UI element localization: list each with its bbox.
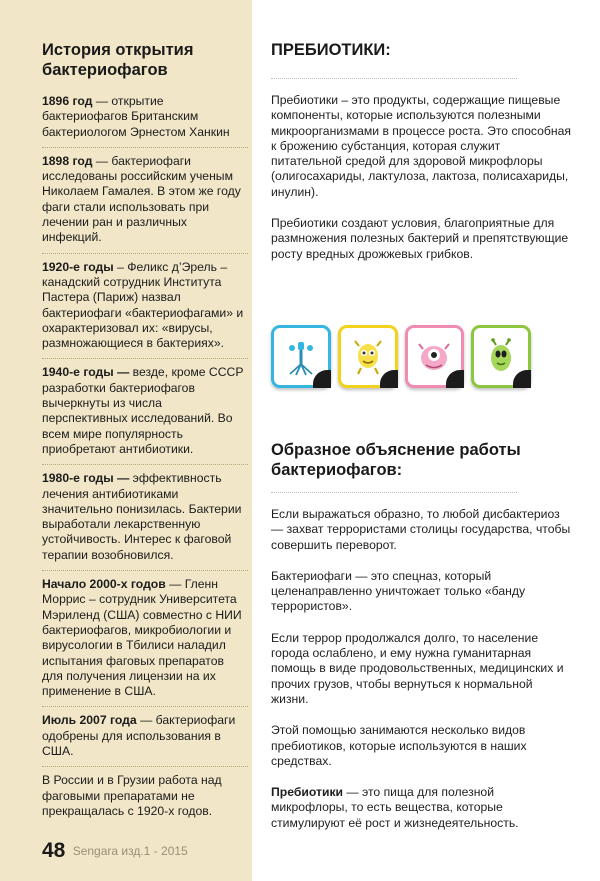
history-entry-russia-georgia: В России и в Грузии работа над фаговыми препаратами не прекращалась с 1920-х годов.	[42, 773, 222, 818]
history-entry-1940s: 1940-е годы — везде, кроме СССР разработки бактериофагов вычеркнуты из числа перспективных исследований. Во всем мире популярность приобретают антибиотики.	[42, 365, 244, 456]
microbe-yellow-icon	[338, 325, 398, 388]
explanation-paragraph-4: Этой помощью занимаются несколько видов пребиотиков, которые используются в наших средствах.	[271, 723, 527, 768]
prebiotics-heading: ПРЕБИОТИКИ:	[271, 41, 391, 59]
bacterium-green-icon	[471, 325, 531, 388]
explanation-paragraph-5: Пребиотики — это пища для полезной микрофлоры, то есть вещества, которые стимулируют её рост и жизнедеятельность.	[271, 785, 519, 830]
history-entry-1898: 1898 год — бактериофаги исследованы российским ученым Николаем Гамалея. В этом же году фаги стали использовать при лечении ран и различных инфекций.	[42, 153, 241, 245]
divider	[271, 492, 517, 493]
explanation-paragraph-1: Если выражаться образно, то любой дисбактериоз — захват террористами столицы государства, чтобы совершить переворот.	[271, 507, 571, 552]
history-entry-2000s: Начало 2000-х годов — Гленн Моррис – сотрудник Университета Мэриленд (США) совместно с НИИ бактериофагов, микробиологии и вирусологии в Тбилиси наладил испытания фаговых препаратов для получения лицензии на их применение в США.	[42, 577, 242, 699]
microbe-icon-row	[271, 325, 531, 389]
explanation-paragraph-2: Бактериофаги — это спецназ, который целенаправленно уничтожает только «банду террористов».	[271, 568, 526, 614]
divider	[42, 253, 248, 254]
history-entry-1920s: 1920-е годы – Феликс д’Эрель – канадский сотрудник Института Пастера (Париж) назвал бактериофаги «бактериофагами» и охарактеризовал их: «вирусы, размножающиеся в бактериях».	[42, 259, 244, 351]
prebiotics-definition: Пребиотики – это продукты, содержащие пищевые компоненты, которые используются полезными микроорганизмами в процессе роста. Это способная к брожению субстанция, которая служит питательной средой для здоровой микрофлоры (олигосахариды, лактулоза, лактоза, полисахариды, инулин).	[271, 93, 572, 199]
history-title: История открытия бактериофагов	[42, 41, 194, 79]
monster-pink-icon	[405, 325, 465, 388]
divider	[42, 464, 248, 465]
divider	[42, 570, 248, 571]
page-number: 48	[42, 839, 66, 862]
publication-label: Sengara изд.1 - 2015	[72, 844, 188, 858]
explanation-paragraph-3: Если террор продолжался долго, то население города ослаблено, и ему нужна гуманитарная помощь в виде продовольственных, медицинских и прочих грузов, чтобы вернуться к нормальной жизни.	[271, 630, 564, 706]
history-entry-1896: 1896 год — открытие бактериофагов Британским бактериологом Эрнестом Ханкин	[42, 94, 230, 139]
divider	[42, 706, 248, 707]
explanation-heading: Образное объяснение работы бактериофагов:	[271, 441, 521, 479]
history-entry-1980s: 1980-е годы — эффективность лечения антибиотиками значительно понизилась. Бактерии выработали лекарственную устойчивость. Интерес к фаговой терапии возобновился.	[42, 471, 242, 562]
divider	[42, 358, 248, 359]
history-entry-2007: Июль 2007 года — бактериофаги одобрены для использования в США.	[42, 713, 236, 758]
history-sidebar	[0, 0, 252, 881]
divider	[42, 147, 248, 148]
main-column	[271, 40, 571, 278]
page-footer	[42, 839, 188, 863]
prebiotics-benefits: Пребиотики создают условия, благоприятные для размножения полезных бактерий и препятствующие росту вредных дрожжевых грибков.	[271, 216, 569, 261]
phage-cyan-icon	[271, 325, 331, 388]
divider	[271, 78, 517, 79]
explanation-section	[271, 440, 571, 847]
divider	[42, 766, 248, 767]
